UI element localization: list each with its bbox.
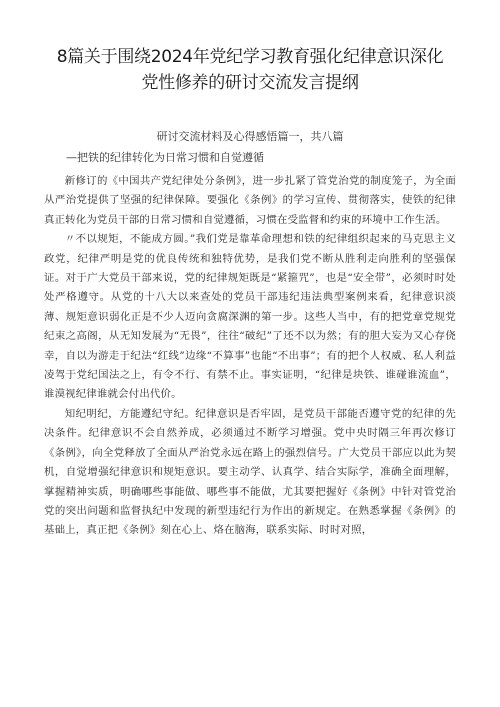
document-subtitle: 研讨交流材料及心得感悟篇一，共八篇: [156, 130, 344, 143]
document-body: [44, 172, 456, 541]
document-tagline: —把铁的纪律转化为日常习惯和自觉遵循: [66, 151, 264, 164]
paragraph: 知纪明纪，方能遵纪守纪。纪律意识是否牢固，是党员干部能否遵守党的纪律的先决条件。纪律意识不会自然养成，必须通过不断学习增强。党中央时隔三年再次修订《条例》，向全党释放了全面从严治党永远在路上的强烈信号。广大党员干部应以此为契机，自觉增强纪律意识和规矩意识。要主动学、认真学、结合实际学，准确全面理解，掌握精神实质，明确哪些事能做、哪些事不能做，尤其要把握好《条例》中针对管党治党的突出问题和监督执纪中发现的新型违纪行为作出的新规定。在熟悉掌握《条例》的基础上，真正把《条例》刻在心上、烙在脑海，联系实际、时时对照，: [44, 407, 456, 537]
paragraph: 新修订的《中国共产党纪律处分条例》，进一步扎紧了管党治党的制度笼子，为全面从严治党提供了坚强的纪律保障。要强化《条例》的学习宣传、贯彻落实，使铁的纪律真正转化为党员干部的日常习惯和自觉遵循，习惯在受监督和约束的环境中工作生活。: [44, 175, 456, 226]
paragraph: 〃不以规矩，不能成方圆。”我们党是靠革命理想和铁的纪律组织起来的马克思主义政党，纪律严明是党的优良传统和独特优势，是我们党不断从胜利走向胜利的坚强保证。对于广大党员干部来说，党的纪律规矩既是“紧箍咒”，也是“安全带”，必须时时处处严格遵守。从党的十八大以来查处的党员干部违纪违法典型案例来看，纪律意识淡薄、规矩意识弱化正是不少人迈向贪腐深渊的第一步。这些人当中，有的把党章党规党纪束之高阁，从无知发展为“无畏”，往往“破纪”了还不以为然；有的胆大妄为又心存侥幸，自以为游走于纪法“红线”边缘“不算事”也能“不出事”；有的把个人权威、私人利益凌驾于党纪国法之上，有令不行、有禁不止。事实证明，“纪律是块铁、谁碰谁流血”，谁漠视纪律谁就会付出代价。: [44, 233, 456, 401]
document-title: 8篇关于围绕2024年党纪学习教育强化纪律意识深化党性修养的研讨交流发言提纲: [56, 47, 444, 93]
